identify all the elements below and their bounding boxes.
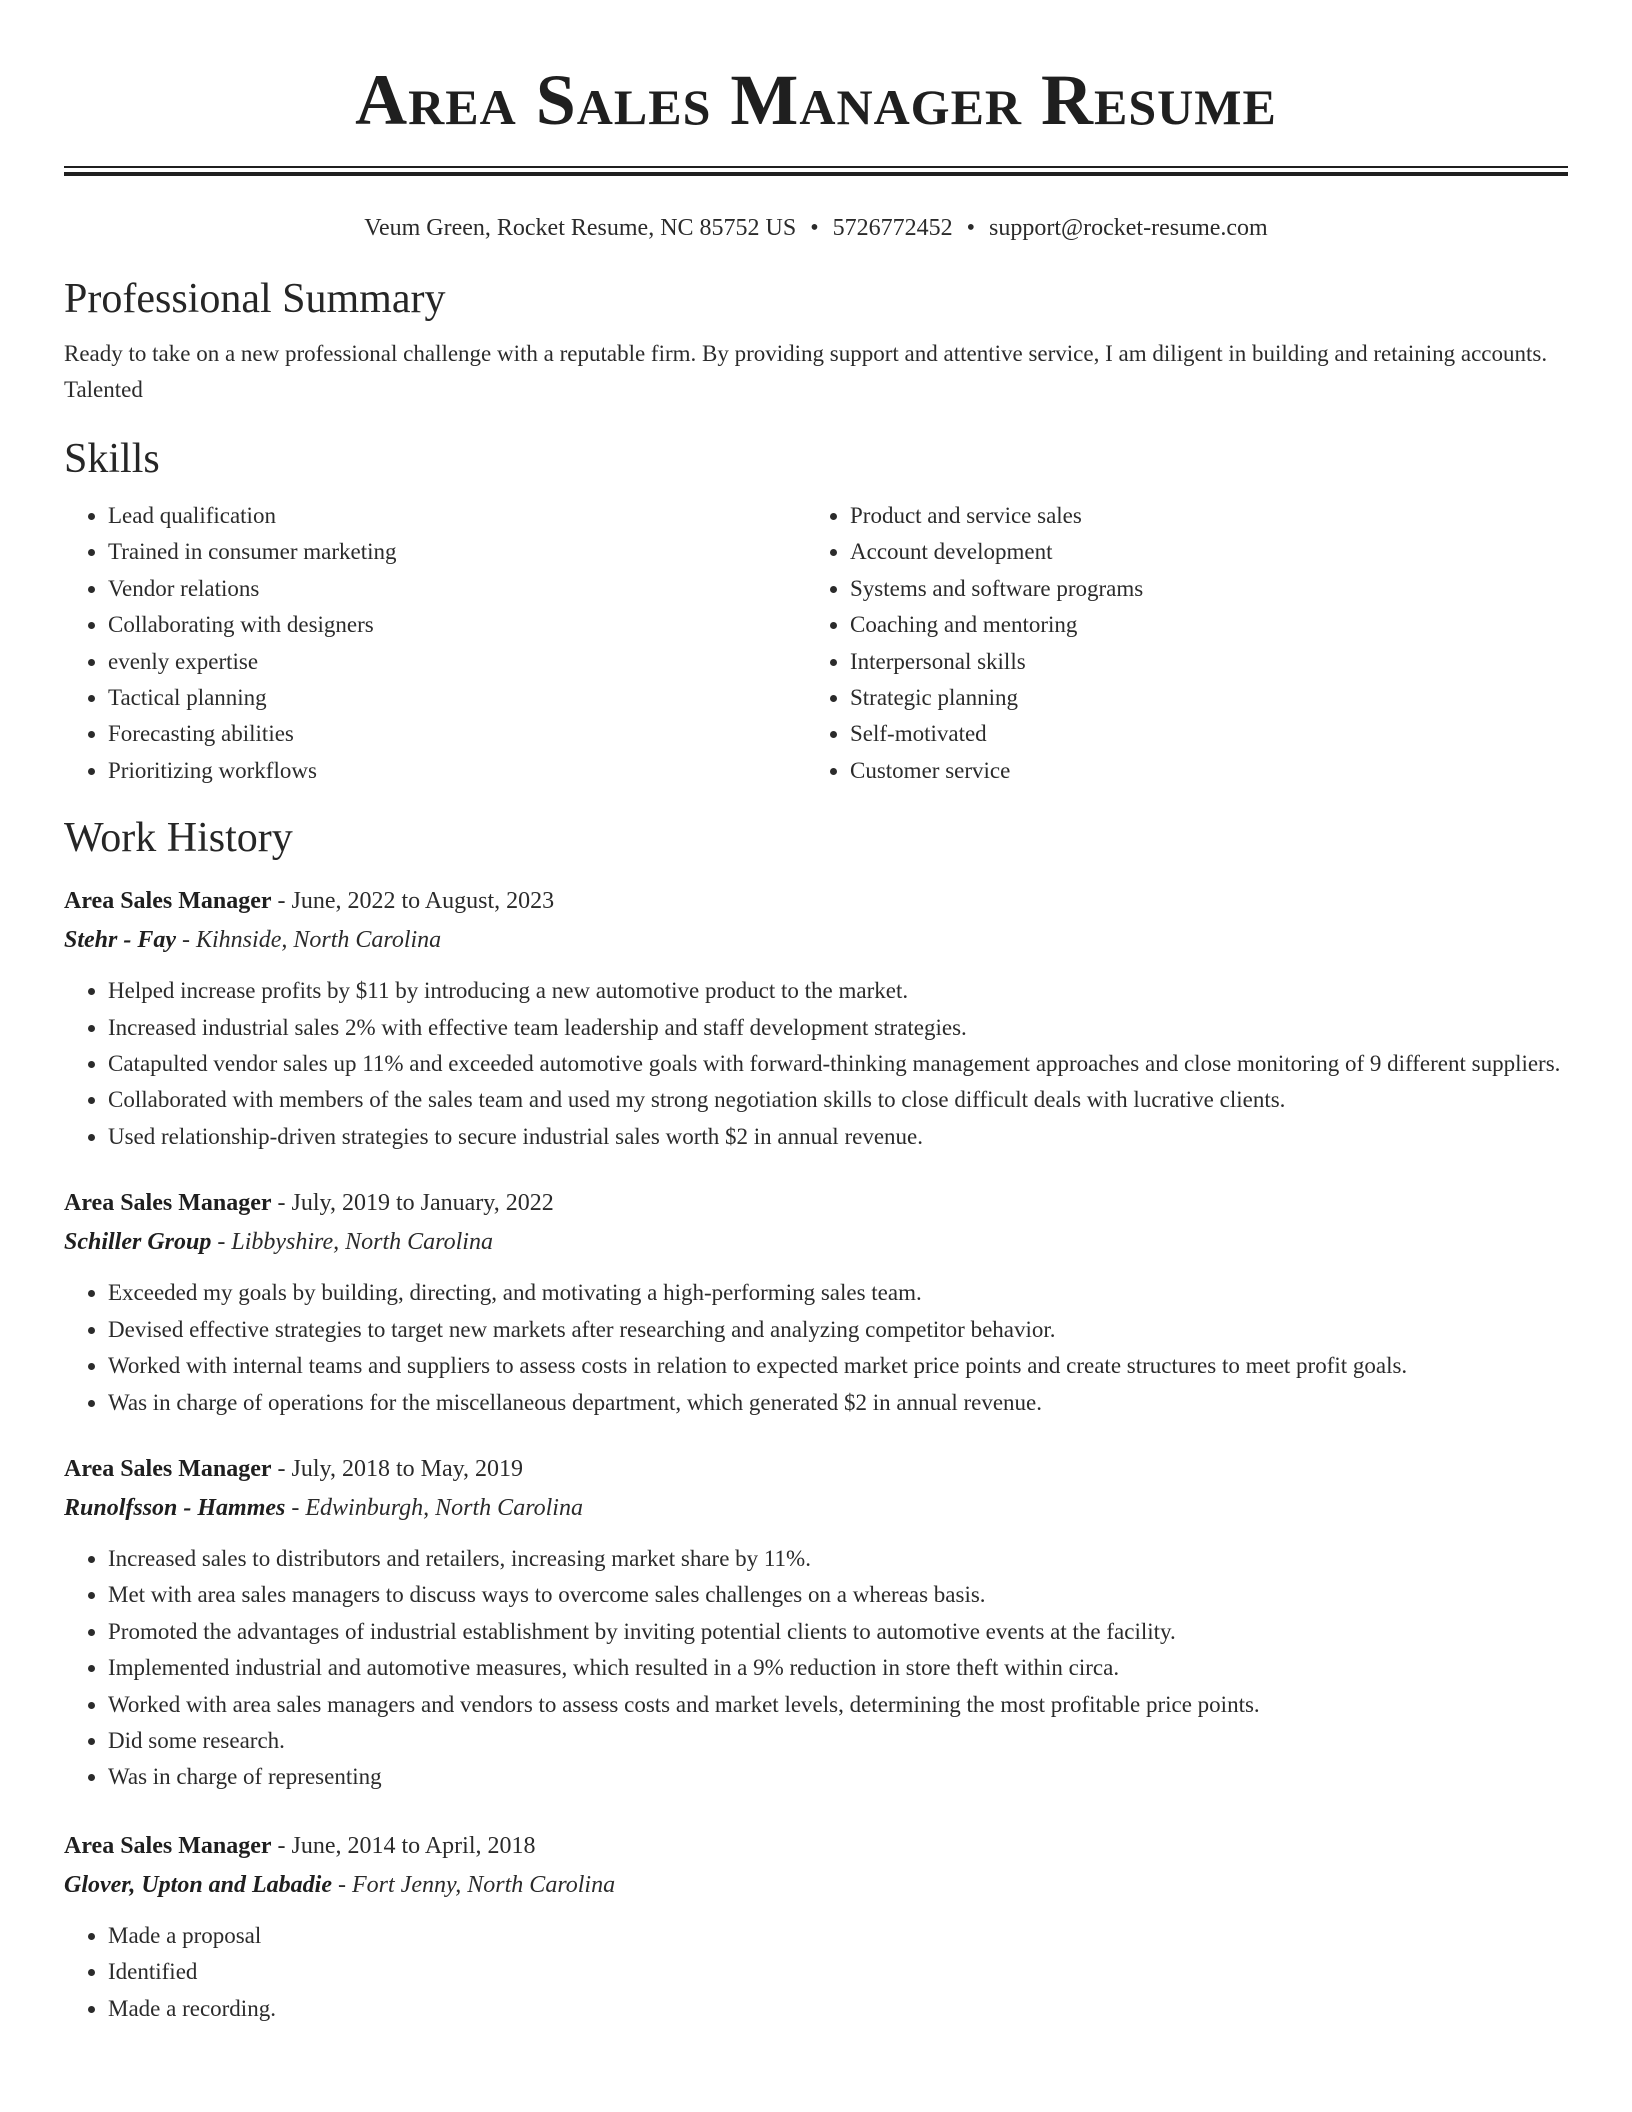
job-bullet: • Made a proposal — [108, 1918, 1568, 1954]
skill-item: • Product and service sales — [850, 498, 1548, 534]
job-bullet: • Was in charge of operations for the miscellaneous department, which generated $2 in annual revenue. — [108, 1385, 1568, 1421]
job-bullet: • Used relationship-driven strategies to secure industrial sales worth $2 in annual revenue. — [108, 1119, 1568, 1155]
skill-item: • Coaching and mentoring — [850, 607, 1548, 643]
job-bullet: • Exceeded my goals by building, directing, and motivating a high-performing sales team. — [108, 1275, 1568, 1311]
contact-address: Veum Green, Rocket Resume, NC 85752 US — [364, 215, 797, 241]
skills-heading: Skills — [64, 436, 160, 482]
title-double-rule — [64, 166, 1568, 176]
job-location: - Edwinburgh, North Carolina — [285, 1494, 583, 1521]
resume-page — [64, 0, 1568, 2027]
job-title-line — [64, 1826, 1568, 1866]
skills-list-right — [806, 498, 1548, 789]
job-bullet: • Implemented industrial and automotive measures, which resulted in a 9% reduction in store theft within circa. — [108, 1650, 1568, 1686]
job-bullet: • Catapulted vendor sales up 11% and exceeded automotive goals with forward-thinking management approaches and close monitoring of 9 different suppliers. — [108, 1046, 1568, 1082]
skill-item: • Customer service — [850, 753, 1548, 789]
job-entry — [64, 1826, 1568, 2027]
job-bullet: • Collaborated with members of the sales team and used my strong negotiation skills to close difficult deals with lucrative clients. — [108, 1082, 1568, 1118]
contact-phone: 5726772452 — [832, 215, 953, 241]
job-bullet: • Made a recording. — [108, 1991, 1568, 2027]
job-entry — [64, 1449, 1568, 1796]
job-bullet: • Devised effective strategies to target new markets after researching and analyzing competitor behavior. — [108, 1312, 1568, 1348]
job-bullets — [64, 1918, 1568, 2027]
job-role: Area Sales Manager — [64, 888, 272, 915]
skill-item: • Account development — [850, 534, 1548, 570]
job-bullets — [64, 973, 1568, 1155]
skills-column-left — [64, 498, 806, 789]
job-role: Area Sales Manager — [64, 1455, 272, 1482]
job-title-line — [64, 1183, 1568, 1223]
skills-list-left — [64, 498, 806, 789]
job-bullets — [64, 1275, 1568, 1421]
summary-text: Ready to take on a new professional challenge with a reputable firm. By providing support and attentive service, I am diligent in building and retaining accounts. Talented — [64, 341, 1548, 402]
skill-item: • Trained in consumer marketing — [108, 534, 806, 570]
skills-grid — [64, 498, 1568, 789]
work-history-heading: Work History — [64, 815, 293, 862]
skill-item: • Strategic planning — [850, 680, 1548, 716]
summary-heading: Professional Summary — [64, 276, 446, 322]
job-bullet: • Did some research. — [108, 1723, 1568, 1759]
job-dates: - June, 2022 to August, 2023 — [271, 888, 555, 915]
job-bullet: • Met with area sales managers to discuss ways to overcome sales challenges on a whereas basis. — [108, 1577, 1568, 1613]
job-location: - Libbyshire, North Carolina — [211, 1229, 493, 1256]
job-bullet: • Increased industrial sales 2% with effective team leadership and staff development strategies. — [108, 1010, 1568, 1046]
job-title-line — [64, 881, 1568, 921]
job-company-line — [64, 1223, 1568, 1261]
job-bullet: • Increased sales to distributors and retailers, increasing market share by 11%. — [108, 1541, 1568, 1577]
skill-item: • Tactical planning — [108, 680, 806, 716]
resume-title: Area Sales Manager Resume — [355, 60, 1277, 140]
job-location: - Kihnside, North Carolina — [176, 927, 442, 954]
skill-item: • Self-motivated — [850, 716, 1548, 752]
job-company: Schiller Group — [64, 1229, 212, 1256]
contact-separator: • — [966, 215, 976, 241]
skill-item: • Prioritizing workflows — [108, 753, 806, 789]
job-dates: - July, 2019 to January, 2022 — [271, 1190, 554, 1217]
job-entry — [64, 1183, 1568, 1421]
job-bullets — [64, 1541, 1568, 1796]
skill-item: • Systems and software programs — [850, 571, 1548, 607]
skill-item: • Forecasting abilities — [108, 716, 806, 752]
job-company-line — [64, 1489, 1568, 1527]
job-company-line — [64, 1866, 1568, 1904]
skill-item: • Interpersonal skills — [850, 644, 1548, 680]
job-company: Runolfsson - Hammes — [64, 1494, 286, 1521]
job-bullet: • Promoted the advantages of industrial establishment by inviting potential clients to automotive events at the facility. — [108, 1614, 1568, 1650]
skill-item: • Lead qualification — [108, 498, 806, 534]
job-entry — [64, 881, 1568, 1155]
contact-separator: • — [810, 215, 819, 241]
job-bullet: • Worked with area sales managers and vendors to assess costs and market levels, determining the most profitable price points. — [108, 1687, 1568, 1723]
job-role: Area Sales Manager — [64, 1832, 272, 1859]
job-location: - Fort Jenny, North Carolina — [332, 1871, 616, 1898]
skill-item: • Vendor relations — [108, 571, 806, 607]
job-bullet: • Was in charge of representing — [108, 1759, 1568, 1795]
skills-column-right — [806, 498, 1548, 789]
job-bullet: • Helped increase profits by $11 by introducing a new automotive product to the market. — [108, 973, 1568, 1009]
job-bullet: • Worked with internal teams and suppliers to assess costs in relation to expected market price points and create structures to meet profit goals. — [108, 1348, 1568, 1384]
contact-email[interactable]: support@rocket-resume.com — [989, 215, 1268, 241]
skill-item: • Collaborating with designers — [108, 607, 806, 643]
job-role: Area Sales Manager — [64, 1190, 272, 1217]
skill-item: • evenly expertise — [108, 644, 806, 680]
job-bullet: • Identified — [108, 1954, 1568, 1990]
job-dates: - June, 2014 to April, 2018 — [271, 1832, 536, 1859]
job-company: Glover, Upton and Labadie — [64, 1871, 332, 1898]
job-title-line — [64, 1449, 1568, 1489]
job-company-line — [64, 921, 1568, 959]
job-company: Stehr - Fay — [64, 927, 177, 954]
contact-line — [64, 212, 1568, 244]
job-dates: - July, 2018 to May, 2019 — [271, 1455, 524, 1482]
